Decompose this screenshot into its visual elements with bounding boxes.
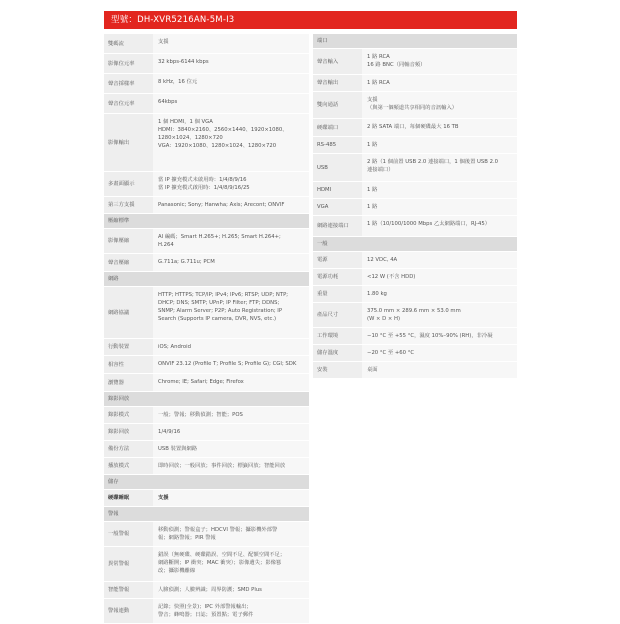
spec-value bbox=[153, 339, 309, 355]
spec-label: 重量 bbox=[313, 286, 362, 302]
spec-row bbox=[313, 345, 517, 362]
spec-label: 聲音輸出 bbox=[313, 75, 362, 91]
spec-label: 網路連接端口 bbox=[313, 216, 362, 236]
spec-value-line: 12 VDC, 4A bbox=[367, 257, 398, 263]
spec-value-line: Chrome; IE; Safari; Edge; Firefox bbox=[158, 379, 244, 385]
spec-value bbox=[362, 92, 517, 118]
spec-value-line: （與第一個頻道共享相同的音訊輸入） bbox=[367, 105, 458, 111]
spec-value-line: Search (Supports IP camera, DVR, NVS, etc.) bbox=[158, 316, 277, 322]
spec-column-right bbox=[313, 34, 517, 379]
spec-row bbox=[313, 49, 517, 75]
spec-value-line: 1 路 RCA bbox=[367, 54, 390, 60]
spec-value bbox=[362, 49, 517, 74]
spec-row bbox=[104, 339, 309, 356]
spec-value-line: 即時回放；一般回放；事件回放；標籤回放；智能回放 bbox=[158, 463, 286, 469]
spec-label: 影像壓縮 bbox=[104, 229, 153, 253]
spec-value bbox=[153, 424, 309, 440]
spec-label: 聲音採樣率 bbox=[104, 74, 153, 93]
spec-label: 網路協議 bbox=[104, 287, 153, 338]
spec-row bbox=[104, 424, 309, 441]
spec-row bbox=[313, 92, 517, 119]
spec-row bbox=[313, 303, 517, 328]
spec-row bbox=[104, 287, 309, 339]
spec-value-line: 警音；蜂鳴器；日誌；預置點；電子郵件 bbox=[158, 612, 254, 618]
spec-value-line: 報；網路警報；PIR 警報 bbox=[158, 535, 216, 541]
spec-value-line: 當 IP 擴充模式啟用時：1/4/8/9/16/25 bbox=[158, 185, 250, 191]
spec-value-line: USB 裝置與網路 bbox=[158, 446, 198, 452]
spec-label: 影像輸出 bbox=[104, 114, 153, 171]
spec-value-line: 1/4/9/16 bbox=[158, 429, 181, 435]
spec-value bbox=[153, 172, 309, 196]
spec-value-line: 移動偵測；警報盒子；HDCVI 警報；攝影機外部警 bbox=[158, 527, 278, 533]
spec-value-line: 支援 bbox=[158, 39, 169, 45]
spec-value bbox=[153, 287, 309, 338]
spec-row bbox=[104, 407, 309, 424]
spec-row bbox=[104, 599, 309, 624]
spec-column-left bbox=[104, 34, 309, 624]
spec-value-line: HDMI：3840×2160、2560×1440、1920×1080、 bbox=[158, 127, 288, 133]
spec-value-line: 當 IP 擴充模式未啟用時：1/4/8/9/16 bbox=[158, 177, 247, 183]
model-title: 型號：DH-XVR5216AN-5M-I3 bbox=[104, 11, 517, 29]
spec-value-line: 錯誤（無硬碟、硬碟錯誤、空間不足、配額空間不足； bbox=[158, 552, 286, 558]
spec-value-line: 2 路（1 個前置 USB 2.0 連接端口，1 個後置 USB 2.0 bbox=[367, 159, 499, 165]
spec-label: 備份方法 bbox=[104, 441, 153, 457]
spec-value bbox=[153, 441, 309, 457]
spec-value bbox=[153, 458, 309, 474]
spec-value bbox=[153, 547, 309, 581]
spec-value bbox=[362, 362, 517, 378]
spec-label: 瀏覽器 bbox=[104, 374, 153, 391]
spec-label: 行動裝置 bbox=[104, 339, 153, 355]
spec-label: 產品尺寸 bbox=[313, 303, 362, 327]
spec-row bbox=[313, 137, 517, 154]
spec-value-line: 1 路 bbox=[367, 204, 378, 210]
spec-label: 硬碟端口 bbox=[313, 119, 362, 136]
spec-label: USB bbox=[313, 154, 362, 181]
spec-value-line: 桌面 bbox=[367, 367, 378, 373]
spec-value-line: VGA：1920×1080、1280×1024、1280×720 bbox=[158, 143, 277, 149]
spec-value bbox=[362, 345, 517, 361]
spec-label: 雙向通話 bbox=[313, 92, 362, 118]
spec-value-line: −10 °C 至 +55 °C，濕度 10%–90% (RH)，非冷凝 bbox=[367, 333, 493, 339]
spec-label: 警報連動 bbox=[104, 599, 153, 623]
section-header: 網路 bbox=[104, 272, 309, 287]
spec-value-line: Panasonic; Sony; Hanwha; Axis; Arecont; ONVIF bbox=[158, 202, 285, 208]
spec-label: 儲存溫度 bbox=[313, 345, 362, 361]
spec-label: RS-485 bbox=[313, 137, 362, 153]
spec-value bbox=[153, 374, 309, 391]
spec-row bbox=[104, 229, 309, 254]
spec-row bbox=[313, 119, 517, 137]
spec-row bbox=[313, 252, 517, 269]
spec-value-line: 記錄；快照(全景)；IPC 外部警報輸出； bbox=[158, 604, 252, 610]
spec-value-line: iOS; Android bbox=[158, 344, 191, 350]
spec-value-line: 1.80 kg bbox=[367, 291, 387, 297]
spec-value-line: SNMP; Alarm Server; P2P; Auto Registration; IP bbox=[158, 308, 283, 314]
spec-value bbox=[153, 407, 309, 423]
spec-row bbox=[313, 362, 517, 379]
spec-value-line: 1280×1024、1280×720 bbox=[158, 135, 223, 141]
spec-label: 播放模式 bbox=[104, 458, 153, 474]
spec-value bbox=[362, 286, 517, 302]
spec-row bbox=[104, 172, 309, 197]
spec-value-line: 連接端口） bbox=[367, 167, 394, 173]
spec-value bbox=[153, 74, 309, 93]
spec-row bbox=[313, 216, 517, 237]
spec-label: 安裝 bbox=[313, 362, 362, 378]
spec-row bbox=[313, 328, 517, 345]
spec-value bbox=[153, 34, 309, 53]
spec-value bbox=[153, 582, 309, 598]
spec-value-line: 8 kHz，16 位元 bbox=[158, 79, 198, 85]
spec-label: 硬碟睡眠 bbox=[104, 490, 153, 506]
spec-row bbox=[104, 197, 309, 214]
spec-value bbox=[362, 119, 517, 136]
spec-value bbox=[153, 54, 309, 73]
spec-value bbox=[153, 197, 309, 213]
section-header: 儲存 bbox=[104, 475, 309, 490]
spec-row bbox=[104, 490, 309, 507]
spec-value bbox=[362, 154, 517, 181]
spec-value-line: ONVIF 23.12 (Profile T; Profile S; Profile G); CGI; SDK bbox=[158, 361, 297, 367]
spec-value-line: (W × D × H) bbox=[367, 316, 401, 322]
spec-value bbox=[153, 94, 309, 113]
spec-value-line: 1 路 bbox=[367, 142, 378, 148]
spec-value bbox=[362, 252, 517, 268]
spec-row bbox=[313, 199, 517, 216]
spec-value bbox=[362, 216, 517, 236]
spec-row bbox=[104, 356, 309, 374]
spec-value-line: 支援 bbox=[367, 97, 378, 103]
spec-value bbox=[153, 254, 309, 271]
spec-label: 錄影模式 bbox=[104, 407, 153, 423]
section-header: 一般 bbox=[313, 237, 517, 252]
spec-label: 雙碼流 bbox=[104, 34, 153, 53]
spec-row bbox=[104, 582, 309, 599]
spec-value bbox=[153, 599, 309, 623]
spec-value-line: DHCP; DNS; SMTP; UPnP; IP Filter; FTP; DDNS; bbox=[158, 300, 280, 306]
spec-row bbox=[313, 269, 517, 286]
spec-label: 智能警報 bbox=[104, 582, 153, 598]
spec-row bbox=[313, 286, 517, 303]
spec-row bbox=[313, 154, 517, 182]
spec-value bbox=[362, 75, 517, 91]
spec-label: 聲音壓縮 bbox=[104, 254, 153, 271]
spec-row bbox=[313, 75, 517, 92]
spec-label: 工作環境 bbox=[313, 328, 362, 344]
spec-row bbox=[313, 182, 517, 199]
section-header: 壓縮標準 bbox=[104, 214, 309, 229]
spec-value bbox=[362, 328, 517, 344]
spec-value bbox=[153, 490, 309, 506]
spec-value-line: 16 路 BNC（同軸音頻） bbox=[367, 62, 426, 68]
section-header: 端口 bbox=[313, 34, 517, 49]
section-header: 警報 bbox=[104, 507, 309, 522]
spec-value-line: 一般；警報；移動偵測；智能；POS bbox=[158, 412, 243, 418]
spec-value bbox=[362, 182, 517, 198]
spec-row bbox=[104, 94, 309, 114]
spec-value-line: 1 路 RCA bbox=[367, 80, 390, 86]
spec-label: 電源 bbox=[313, 252, 362, 268]
spec-value-line: 64kbps bbox=[158, 99, 178, 105]
spec-row bbox=[104, 54, 309, 74]
spec-label: 一般警報 bbox=[104, 522, 153, 546]
spec-label: 聲音輸入 bbox=[313, 49, 362, 74]
spec-value-line: HTTP; HTTPS; TCP/IP; IPv4; IPv6; RTSP; UDP; NTP; bbox=[158, 292, 289, 298]
spec-label: 相容性 bbox=[104, 356, 153, 373]
spec-value-line: 網路斷開；IP 衝突；MAC 衝突）；影像遺失；影像篡 bbox=[158, 560, 282, 566]
spec-value-line: 1 路 bbox=[367, 187, 378, 193]
spec-value-line: AI 編碼；Smart H.265+; H.265; Smart H.264+; bbox=[158, 234, 281, 240]
spec-value-line: 2 路 SATA 端口，每個硬碟最大 16 TB bbox=[367, 124, 459, 130]
spec-label: 多畫面顯示 bbox=[104, 172, 153, 196]
spec-value-line: 375.0 mm × 289.6 mm × 53.0 mm bbox=[367, 308, 461, 314]
spec-value bbox=[362, 303, 517, 327]
spec-value-line: 1 路（10/100/1000 Mbps 乙太網路端口，RJ-45） bbox=[367, 221, 491, 227]
spec-value bbox=[362, 137, 517, 153]
spec-value bbox=[153, 114, 309, 171]
spec-row bbox=[104, 114, 309, 172]
spec-row bbox=[104, 254, 309, 272]
section-header: 錄影回放 bbox=[104, 392, 309, 407]
spec-value-line: 改；攝影機離線 bbox=[158, 568, 196, 574]
spec-label: 錄影回放 bbox=[104, 424, 153, 440]
spec-value bbox=[362, 269, 517, 285]
spec-label: 聲音位元率 bbox=[104, 94, 153, 113]
spec-value bbox=[153, 522, 309, 546]
spec-label: 異常警報 bbox=[104, 547, 153, 581]
spec-value-line: 支援 bbox=[158, 495, 169, 501]
spec-row bbox=[104, 547, 309, 582]
spec-label: 電源功耗 bbox=[313, 269, 362, 285]
spec-value bbox=[153, 229, 309, 253]
spec-row bbox=[104, 441, 309, 458]
spec-row bbox=[104, 74, 309, 94]
spec-row bbox=[104, 374, 309, 392]
spec-label: 第三方支援 bbox=[104, 197, 153, 213]
spec-row bbox=[104, 522, 309, 547]
spec-value-line: 32 kbps-6144 kbps bbox=[158, 59, 209, 65]
spec-label: VGA bbox=[313, 199, 362, 215]
spec-label: HDMI bbox=[313, 182, 362, 198]
spec-row bbox=[104, 34, 309, 54]
spec-value-line: <12 W (不含 HDD) bbox=[367, 274, 416, 280]
spec-value-line: −20 °C 至 +60 °C bbox=[367, 350, 415, 356]
spec-value-line: 1 個 HDMI，1 個 VGA bbox=[158, 119, 213, 125]
spec-row bbox=[104, 458, 309, 475]
spec-value-line: H.264 bbox=[158, 242, 174, 248]
spec-value bbox=[153, 356, 309, 373]
spec-value-line: 人臉偵測；人臉辨識；周界防護；SMD Plus bbox=[158, 587, 262, 593]
spec-label: 影像位元率 bbox=[104, 54, 153, 73]
spec-value bbox=[362, 199, 517, 215]
spec-value-line: G.711a; G.711u; PCM bbox=[158, 259, 215, 265]
